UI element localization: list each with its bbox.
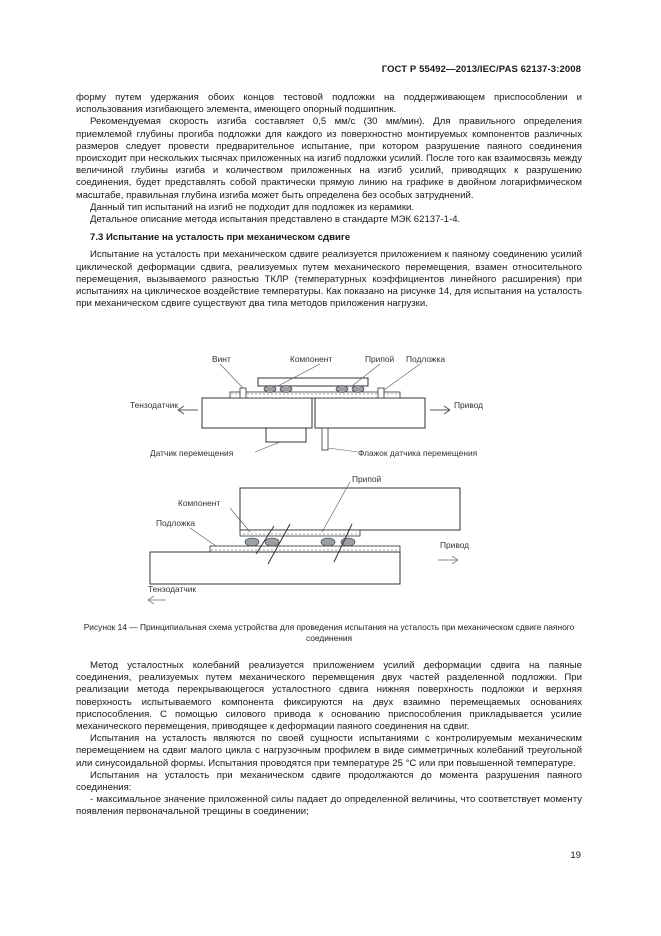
component bbox=[240, 530, 360, 536]
drive-arrow-icon bbox=[430, 406, 450, 414]
figure-14 bbox=[90, 348, 570, 620]
page-number: 19 bbox=[570, 850, 581, 861]
substrate bbox=[230, 392, 400, 398]
substrate bbox=[210, 546, 400, 552]
paragraph: Данный тип испытаний на изгиб не подходит для подложек из керамики. bbox=[90, 201, 415, 213]
bottom-diagram bbox=[148, 474, 469, 604]
screw-icon bbox=[378, 388, 384, 398]
component bbox=[258, 378, 368, 386]
label-substrate: Подложка bbox=[156, 518, 196, 528]
top-diagram bbox=[130, 354, 483, 458]
text-block-lower bbox=[76, 660, 582, 819]
solder-ball bbox=[280, 386, 292, 393]
label-sensor-flag: Флажок датчика перемещения bbox=[358, 448, 478, 458]
label-strain-gauge: Тензодатчик bbox=[148, 584, 197, 594]
sensor-flag bbox=[322, 428, 328, 450]
label-solder: Припой bbox=[365, 354, 395, 364]
figure-caption: Рисунок 14 — Принципиальная схема устройства для проведения испытания на усталость при механическом сдвиге паяного соединения bbox=[83, 622, 575, 643]
label-substrate: Подложка bbox=[406, 354, 446, 364]
solder-ball bbox=[321, 538, 335, 546]
solder-ball bbox=[265, 538, 279, 546]
label-solder: Припой bbox=[352, 474, 382, 484]
drive-arrow-icon bbox=[438, 556, 458, 564]
right-base bbox=[315, 398, 425, 428]
paragraph: Испытания на усталость при механическом сдвиге продолжаются до момента разрушения паяного соединения: bbox=[76, 769, 582, 794]
paragraph: Рекомендуемая скорость изгиба составляет 0,5 мм/с (30 мм/мин). Для правильного определения приемлемой глубины прогиба подложки для каждого из поверхностно монтируемых компонентов различных размеров следует провести предварительное испытание, при котором разрушение паяного соединения происходит при нескольких тысячах приложенных на изгиб подложки усилий. После того как взаимосвязь между величиной глубины изгиба и количеством приложенных на изгиб усилий, приводящих к разрушению соединения, будет представлять собой практически прямую линию на графике в двойном логарифмическом масштабе, правильная глубина изгиба может быть определена без особых затруднений. bbox=[76, 116, 582, 201]
paragraph: форму путем удержания обоих концов тестовой подложки на поддерживающем приспособлении и использования изгибающего элемента, имеющего опорный подшипник. bbox=[76, 92, 582, 116]
text-block-upper bbox=[76, 92, 582, 310]
label-screw: Винт bbox=[212, 354, 231, 364]
label-component: Компонент bbox=[178, 498, 221, 508]
screw-icon bbox=[240, 388, 246, 398]
substrate-fixture bbox=[150, 552, 400, 584]
solder-ball bbox=[264, 386, 276, 393]
label-drive: Привод bbox=[440, 540, 470, 550]
left-base bbox=[202, 398, 312, 428]
list-item: - максимальное значение приложенной силы падает до определенной величины, что соответствует моменту появления первоначальной трещины в соединении; bbox=[76, 794, 582, 818]
strain-gauge-arrow-icon bbox=[148, 596, 166, 604]
paragraph: Детальное описание метода испытания представлено в стандарте МЭК 62137-1-4. bbox=[90, 214, 461, 226]
section-heading: 7.3 Испытание на усталость при механическом сдвиге bbox=[90, 232, 351, 244]
solder-ball bbox=[245, 538, 259, 546]
strain-gauge-arrow-icon bbox=[178, 406, 198, 414]
solder-ball bbox=[336, 386, 348, 393]
label-displacement-sensor: Датчик перемещения bbox=[150, 448, 234, 458]
solder-ball bbox=[352, 386, 364, 393]
paragraph: Испытание на усталость при механическом сдвиге реализуется приложением к паяному соединению усилий циклической деформации сдвига, реализуемых путем механического перемещения, взамен относительного перемещения, вызываемого разностью ТКЛР (температурных коэффициентов линейного расширения) при испытаниях на циклическое воздействие температуры. Как показано на рисунке 14, для испытания на усталость при механическом сдвиге существуют два типа методов приложения нагрузки. bbox=[76, 249, 582, 310]
label-drive: Привод bbox=[454, 400, 484, 410]
label-component: Компонент bbox=[290, 354, 333, 364]
paragraph: Метод усталостных колебаний реализуется приложением усилий деформации сдвига на паяные соединения, реализуемых путем механического перемещения двух частей разделенной подложки. При реализации метода перекрывающегося усталостного сдвига нижняя поверхность подложки и верхняя поверхность испытываемого компонента фиксируются на двух взаимно перемещаемых основаниях приспособления. С помощью силового привода к основанию приспособления прикладывается усилие механического перемещения, приводящее к деформации паяного соединения на сдвиг. bbox=[76, 660, 582, 733]
document-header: ГОСТ Р 55492—2013/IEC/PAS 62137-3:2008 bbox=[381, 64, 581, 75]
label-strain-gauge: Тензодатчик bbox=[130, 400, 179, 410]
component-fixture bbox=[240, 488, 460, 530]
paragraph: Испытания на усталость являются по своей сущности испытаниями с контролируемым механическим перемещением на сдвиг малого цикла с нагрузочным профилем в виде симметричных колебаний треугольной или синусоидальной формы. Испытания проводятся при температуре 25 °С или при повышенной температуре. bbox=[76, 733, 582, 769]
shear-test-diagram bbox=[90, 348, 570, 620]
displacement-sensor bbox=[266, 428, 306, 442]
